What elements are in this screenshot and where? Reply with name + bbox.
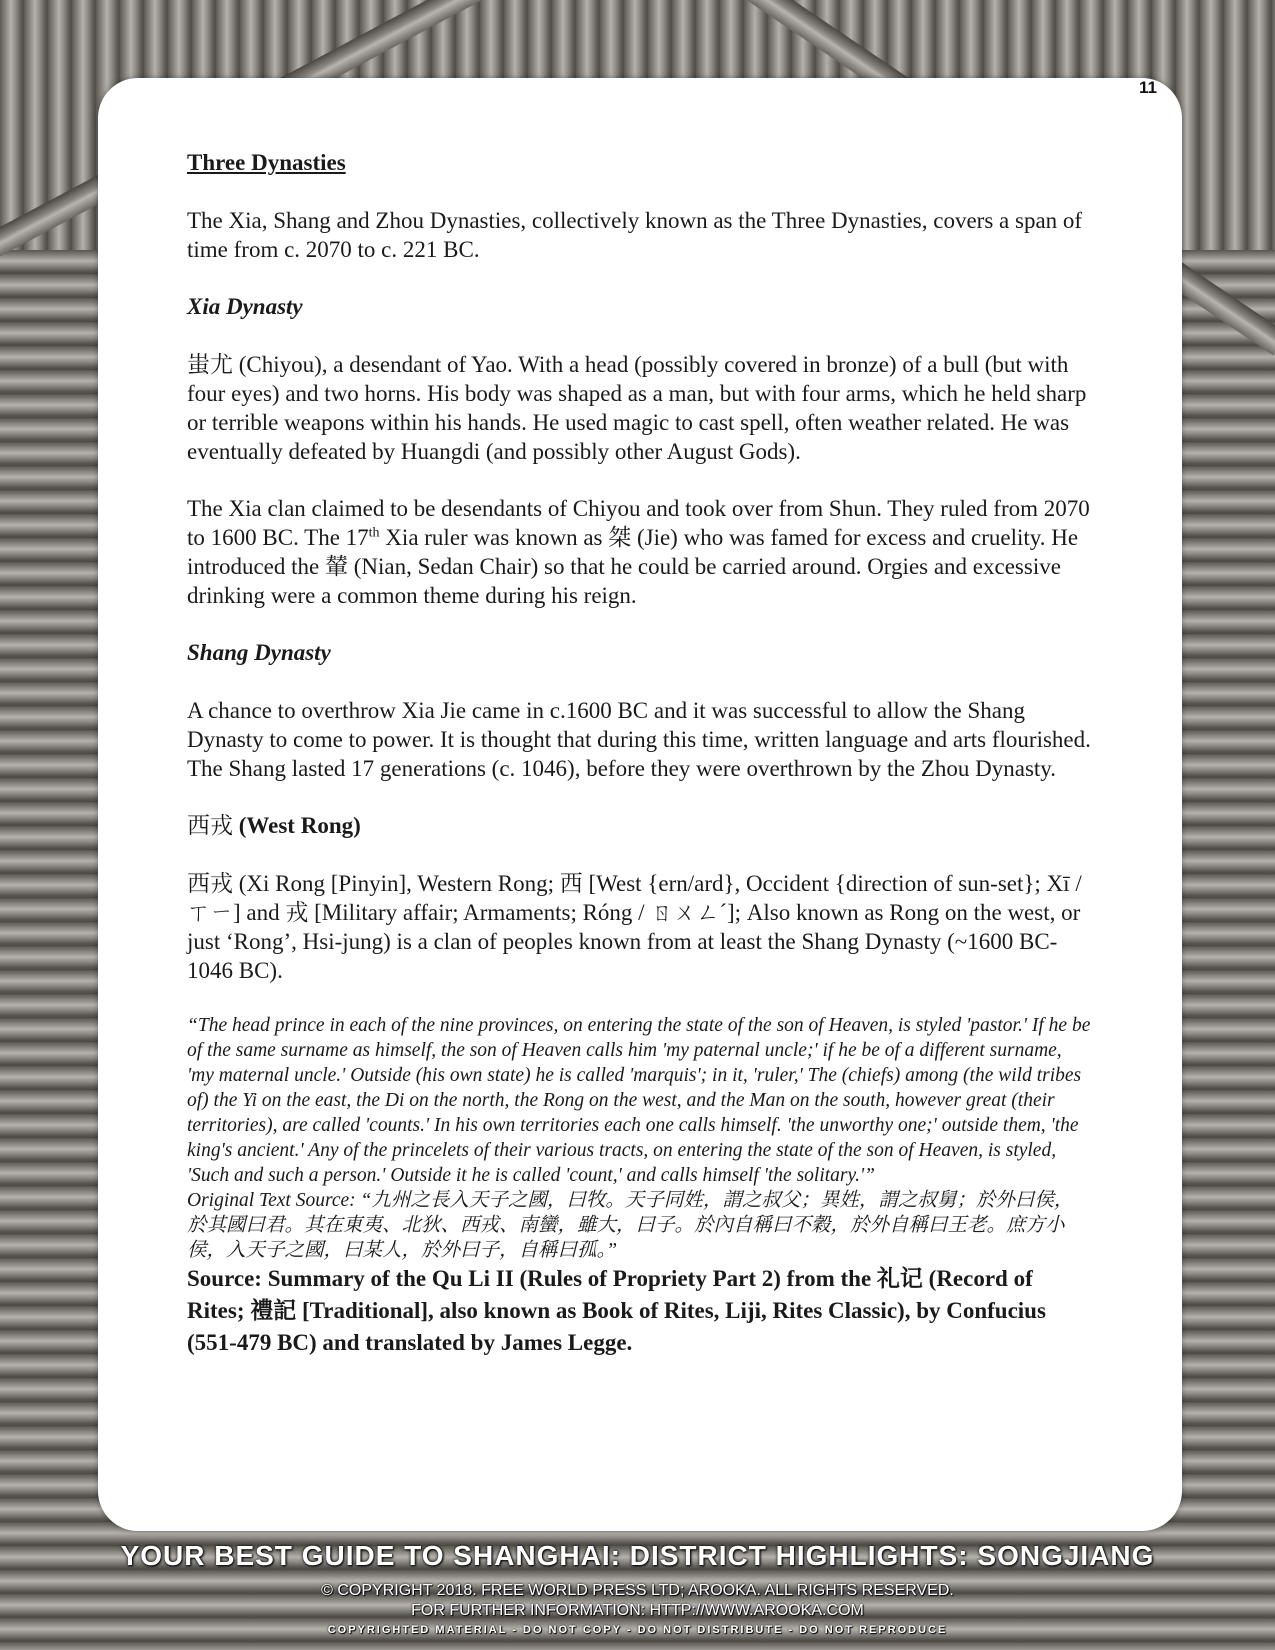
- xia-paragraph-2-a: The Xia clan claimed to be desendants of Chiyou and took over from Shun. They ruled from 2070 to 1600 BC. The 17: [187, 496, 1090, 550]
- xia-paragraph-2-b: Xia ruler was known as 桀 (Jie) who was famed for excess and cruelity. He introduced the 輦 (Nian, Sedan Chair) so that he could be carried around. Orgies and excessive drinking were a common theme during his reign.: [187, 525, 1079, 608]
- west-rong-paragraph: 西戎 (Xi Rong [Pinyin], Western Rong; 西 [West {ern/ard}, Occident {direction of sun-set}; Xī / ㄒㄧ] and 戎 [Military affair; Armaments; Róng / ㄖㄨㄥˊ]; Also known as Rong on the west, or just ‘Rong’, Hsi-jung) is a clan of peoples known from at least the Shang Dynasty (~1600 BC-1046 BC).: [187, 871, 1082, 983]
- section-heading: Three Dynasties: [187, 150, 346, 175]
- article-body: [187, 148, 1092, 1359]
- west-rong-heading: [187, 811, 1092, 840]
- west-rong-heading-cn: 西戎: [187, 813, 239, 838]
- intro-paragraph: The Xia, Shang and Zhou Dynasties, collectively known as the Three Dynasties, covers a span of time from c. 2070 to c. 221 BC.: [187, 208, 1083, 262]
- xia-paragraph-1: 蚩尤 (Chiyou), a desendant of Yao. With a head (possibly covered in bronze) of a bull (but with four eyes) and two horns. His body was shaped as a man, but with four arms, which he held sharp or terrible weapons within his hands. He used magic to cast spell, often weather related. He was eventually defeated by Huangdi (and possibly other August Gods).: [187, 352, 1087, 464]
- footer-title: YOUR BEST GUIDE TO SHANGHAI: DISTRICT HIGHLIGHTS: SONGJIANG: [120, 1540, 1155, 1571]
- original-text-block: [187, 1188, 1092, 1263]
- original-text-label: Original Text Source:: [187, 1190, 361, 1211]
- page-number: 11: [1139, 78, 1157, 97]
- xia-paragraph-2: [187, 494, 1092, 610]
- footer-notice: COPYRIGHTED MATERIAL - DO NOT COPY - DO NOT DISTRIBUTE - DO NOT REPRODUCE: [327, 1624, 948, 1636]
- quote-block: “The head prince in each of the nine provinces, on entering the state of the son of Heaven, is styled 'pastor.' If he be of the same surname as himself, the son of Heaven calls him 'my paternal uncle;' if he be of a different surname, 'my maternal uncle.' Outside (his own state) he is called 'marquis'; in it, 'ruler,' The (chiefs) among (the wild tribes of) the Yi on the east, the Di on the north, the Rong on the west, and the Man on the south, however great (their territories), are called 'counts.' In his own territories each one calls himself. 'the unworthy one;' outside them, 'the king's ancient.' Any of the princelets of their various tracts, on entering the state of the son of Heaven, is styled, 'Such and such a person.' Outside it he is called 'count,' and calls himself 'the solitary.'”: [187, 1015, 1091, 1186]
- original-text-chinese: “九州之長入天子之國，曰牧。天子同姓，謂之叔父；異姓，謂之叔舅；於外曰侯，於其國曰君。其在東夷、北狄、西戎、南蠻，雖大，曰子。於內自稱曰不穀，於外自稱曰王老。庶方小侯，入天子之國，曰某人，於外曰子，自稱曰孤。”: [187, 1190, 1074, 1261]
- footer-info-link: FOR FURTHER INFORMATION: HTTP://WWW.AROOKA.COM: [411, 1602, 864, 1619]
- shang-heading: Shang Dynasty: [187, 640, 331, 665]
- source-citation: Source: Summary of the Qu Li II (Rules of Propriety Part 2) from the 礼记 (Record of Rites; 禮記 [Traditional], also known as Book of Rites, Liji, Rites Classic), by Confucius (551-479 BC) and translated by James Legge.: [187, 1266, 1046, 1355]
- xia-heading: Xia Dynasty: [187, 294, 303, 319]
- ordinal-suffix: th: [368, 525, 380, 541]
- shang-paragraph-1: A chance to overthrow Xia Jie came in c.1600 BC and it was successful to allow the Shang Dynasty to come to power. It is thought that during this time, written language and arts flourished. The Shang lasted 17 generations (c. 1046), before they were overthrown by the Zhou Dynasty.: [187, 698, 1091, 781]
- west-rong-heading-en: (West Rong): [238, 813, 361, 838]
- footer-copyright: © COPYRIGHT 2018. FREE WORLD PRESS LTD; AROOKA. ALL RIGHTS RESERVED.: [321, 1582, 954, 1599]
